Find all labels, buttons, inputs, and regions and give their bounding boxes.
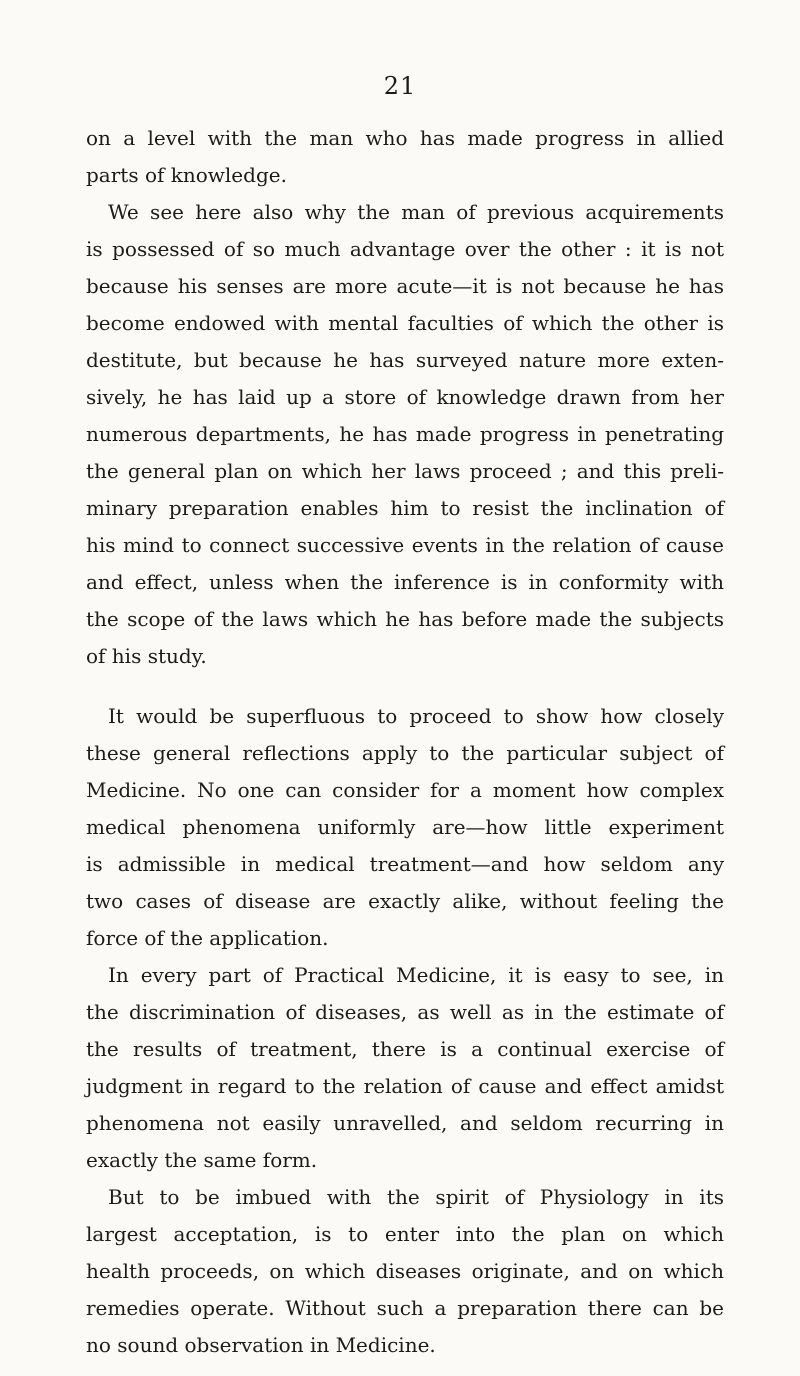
text-line: minary preparation enables him to resist the inclination of — [86, 496, 724, 520]
paragraph-3 — [86, 698, 724, 957]
text-line: his mind to connect successive events in the relation of cause — [86, 533, 724, 557]
paragraph-1 — [86, 120, 724, 194]
text-line: It would be superfluous to proceed to show how closely — [108, 704, 724, 728]
text-line: is admissible in medical treatment—and how seldom any — [86, 852, 724, 876]
text-line: But to be imbued with the spirit of Physiology in its — [108, 1185, 724, 1209]
text-line: judgment in regard to the relation of cause and effect amidst — [86, 1074, 724, 1098]
paragraph-2 — [86, 194, 724, 675]
text-line: In every part of Practical Medicine, it is easy to see, in — [108, 963, 724, 987]
paragraph-gap — [86, 675, 724, 698]
text-line: largest acceptation, is to enter into the plan on which — [86, 1222, 724, 1246]
text-line: these general reflections apply to the particular subject of — [86, 741, 724, 765]
text-line: remedies operate. Without such a preparation there can be — [86, 1296, 724, 1320]
text-line: the discrimination of diseases, as well as in the estimate of — [86, 1000, 724, 1024]
text-line: sively, he has laid up a store of knowledge drawn from her — [86, 385, 724, 409]
text-line: phenomena not easily unravelled, and seldom recurring in — [86, 1111, 724, 1135]
text-line: of his study. — [86, 644, 207, 668]
text-line: force of the application. — [86, 926, 329, 950]
text-line: numerous departments, he has made progress in penetrating — [86, 422, 724, 446]
text-line: become endowed with mental faculties of which the other is — [86, 311, 724, 335]
text-line: the results of treatment, there is a continual exercise of — [86, 1037, 724, 1061]
paragraph-5 — [86, 1179, 724, 1364]
paragraph-4 — [86, 957, 724, 1179]
text-line: Medicine. No one can consider for a moment how complex — [86, 778, 724, 802]
text-line: We see here also why the man of previous acquirements — [108, 200, 724, 224]
text-line: is possessed of so much advantage over the other : it is not — [86, 237, 724, 261]
text-line: the general plan on which her laws proceed ; and this preli- — [86, 459, 724, 483]
text-line: destitute, but because he has surveyed nature more exten- — [86, 348, 724, 372]
body-text — [86, 120, 724, 1364]
text-line: medical phenomena uniformly are—how little experiment — [86, 815, 724, 839]
text-line: the scope of the laws which he has before made the subjects — [86, 607, 724, 631]
text-line: on a level with the man who has made progress in allied — [86, 126, 724, 150]
text-line: no sound observation in Medicine. — [86, 1333, 436, 1357]
text-line: exactly the same form. — [86, 1148, 318, 1172]
text-line: two cases of disease are exactly alike, without feeling the — [86, 889, 724, 913]
text-line: health proceeds, on which diseases originate, and on which — [86, 1259, 724, 1283]
text-line: parts of knowledge. — [86, 163, 287, 187]
page-number: 21 — [383, 72, 417, 100]
text-line: because his senses are more acute—it is not because he has — [86, 274, 724, 298]
text-line: and effect, unless when the inference is in conformity with — [86, 570, 724, 594]
